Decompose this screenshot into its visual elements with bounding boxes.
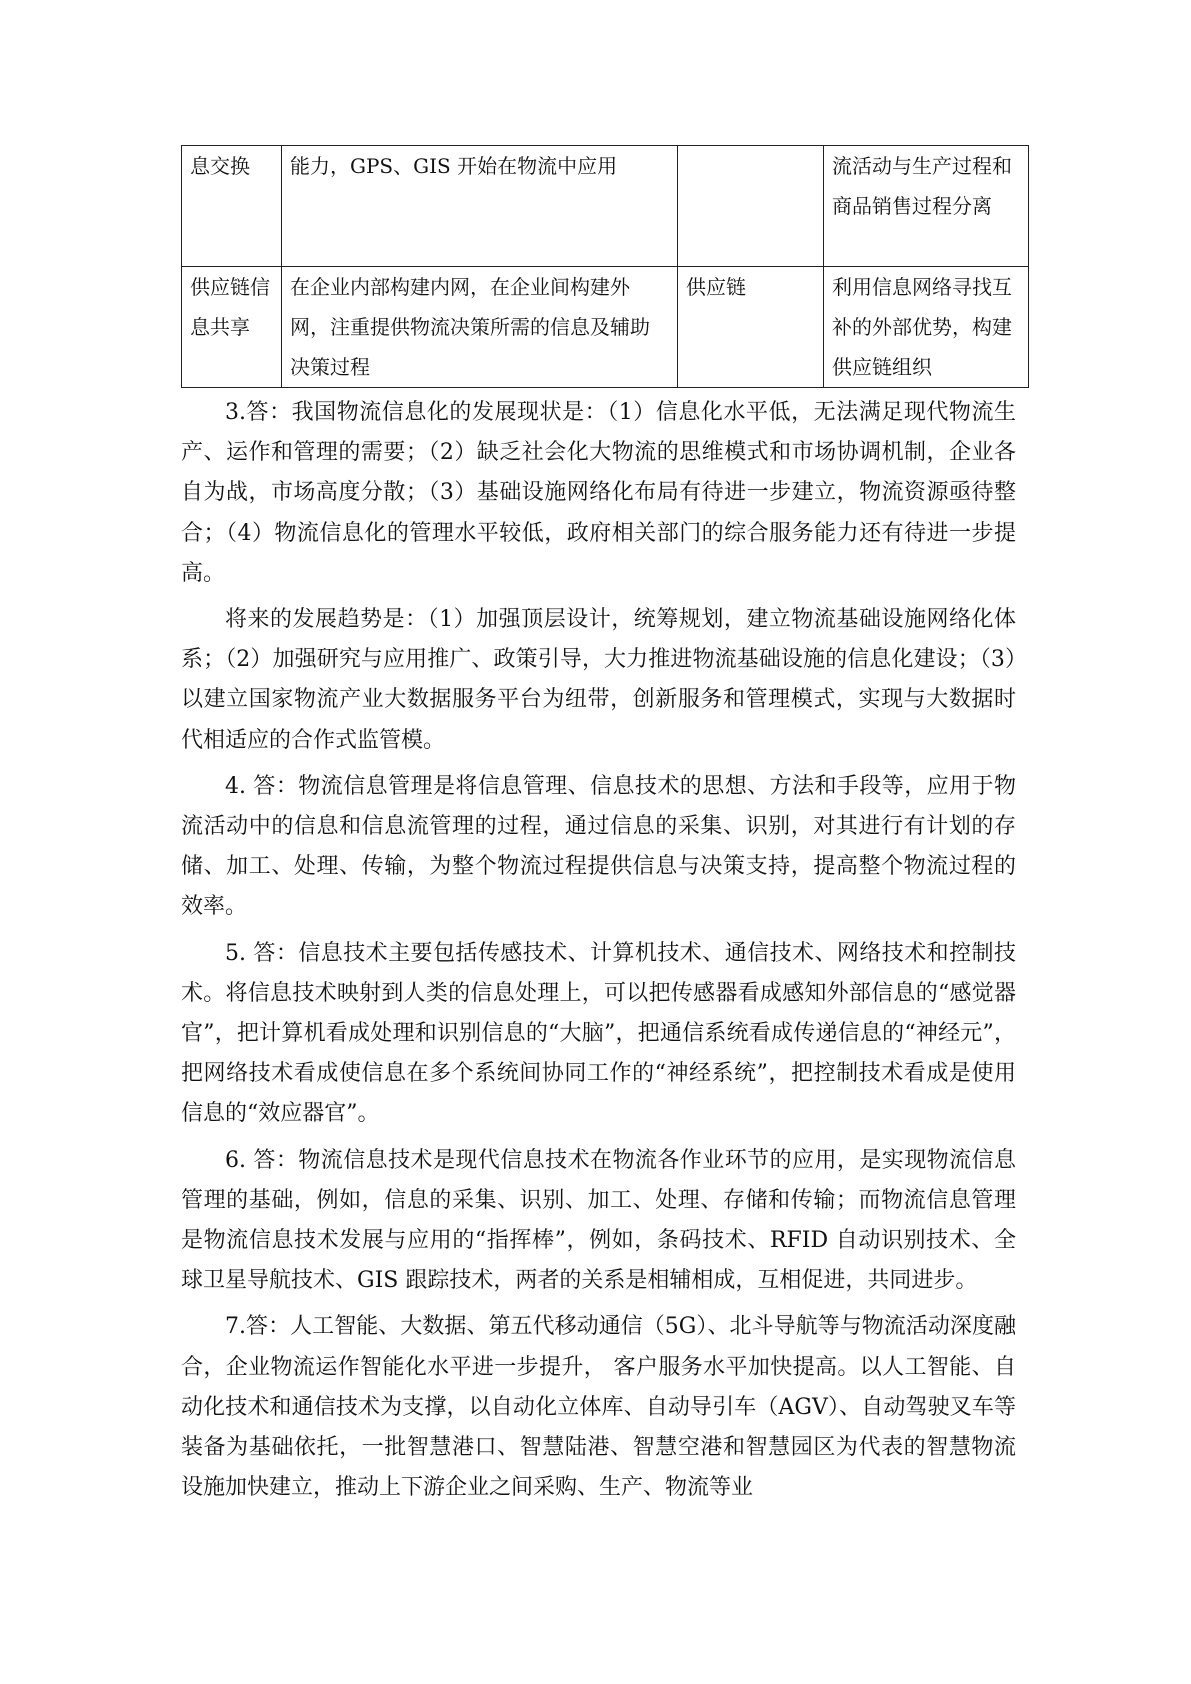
answer-6-paragraph: 6. 答：物流信息技术是现代信息技术在物流各作业环节的应用，是实现物流信息管理的基础，例如，信息的采集、识别、加工、处理、存储和传输；而物流信息管理是物流信息技术发展与应用的“指挥棒”，例如，条码技术、RFID 自动识别技术、全球卫星导航技术、GIS 跟踪技术，两者的关系是相辅相成，互相促进，共同进步。: [181, 1147, 1016, 1294]
table-row: [182, 146, 1029, 267]
answer-7-paragraph: 7.答：人工智能、大数据、第五代移动通信（5G）、北斗导航等与物流活动深度融合，企业物流运作智能化水平进一步提升， 客户服务水平加快提高。以人工智能、自动化技术和通信技术为支撑，以自动化立体库、自动导引车（AGV）、自动驾驶叉车等装备为基础依托，一批智慧港口、智慧陆港、智慧空港和智慧园区为代表的智慧物流设施加快建立，推动上下游企业之间采购、生产、物流等业: [181, 1314, 1016, 1501]
table-cell-effect: 流活动与生产过程和商品销售过程分离: [824, 146, 1029, 267]
table-cell-scope: 供应链: [678, 267, 824, 388]
answer-5-paragraph: 5. 答：信息技术主要包括传感技术、计算机技术、通信技术、网络技术和控制技术。将信息技术映射到人类的信息处理上，可以把传感器看成感知外部信息的“感觉器官”，把计算机看成处理和识别信息的“大脑”，把通信系统看成传递信息的“神经元”，把网络技术看成使信息在多个系统间协同工作的“神经系统”，把控制技术看成是使用信息的“效应器官”。: [181, 940, 1016, 1127]
table-cell-scope: [678, 146, 824, 267]
continuation-table: [181, 145, 1029, 388]
table-cell-feature: 能力，GPS、GIS 开始在物流中应用: [282, 146, 678, 267]
table-cell-feature: 在企业内部构建内网，在企业间构建外网，注重提供物流决策所需的信息及辅助决策过程: [282, 267, 678, 388]
table-row: [182, 267, 1029, 388]
table-cell-stage: 供应链信息共享: [182, 267, 282, 388]
answer-4-paragraph: 4. 答：物流信息管理是将信息管理、信息技术的思想、方法和手段等，应用于物流活动中的信息和信息流管理的过程，通过信息的采集、识别，对其进行有计划的存储、加工、处理、传输，为整个物流过程提供信息与决策支持，提高整个物流过程的效率。: [181, 773, 1016, 920]
answer-body: [181, 393, 1016, 1514]
answer-3-paragraph: 3.答：我国物流信息化的发展现状是：（1）信息化水平低，无法满足现代物流生产、运作和管理的需要；（2）缺乏社会化大物流的思维模式和市场协调机制，企业各自为战，市场高度分散；（3）基础设施网络化布局有待进一步建立，物流资源亟待整合；（4）物流信息化的管理水平较低，政府相关部门的综合服务能力还有待进一步提高。: [181, 400, 1016, 586]
table-cell-stage: 息交换: [182, 146, 282, 267]
answer-3-trend-paragraph: 将来的发展趋势是：（1）加强顶层设计，统筹规划，建立物流基础设施网络化体系；（2）加强研究与应用推广、政策引导，大力推进物流基础设施的信息化建设；（3）以建立国家物流产业大数据服务平台为纽带，创新服务和管理模式，实现与大数据时代相适应的合作式监管模。: [181, 607, 1016, 753]
table-cell-effect: 利用信息网络寻找互补的外部优势，构建供应链组织: [824, 267, 1029, 388]
